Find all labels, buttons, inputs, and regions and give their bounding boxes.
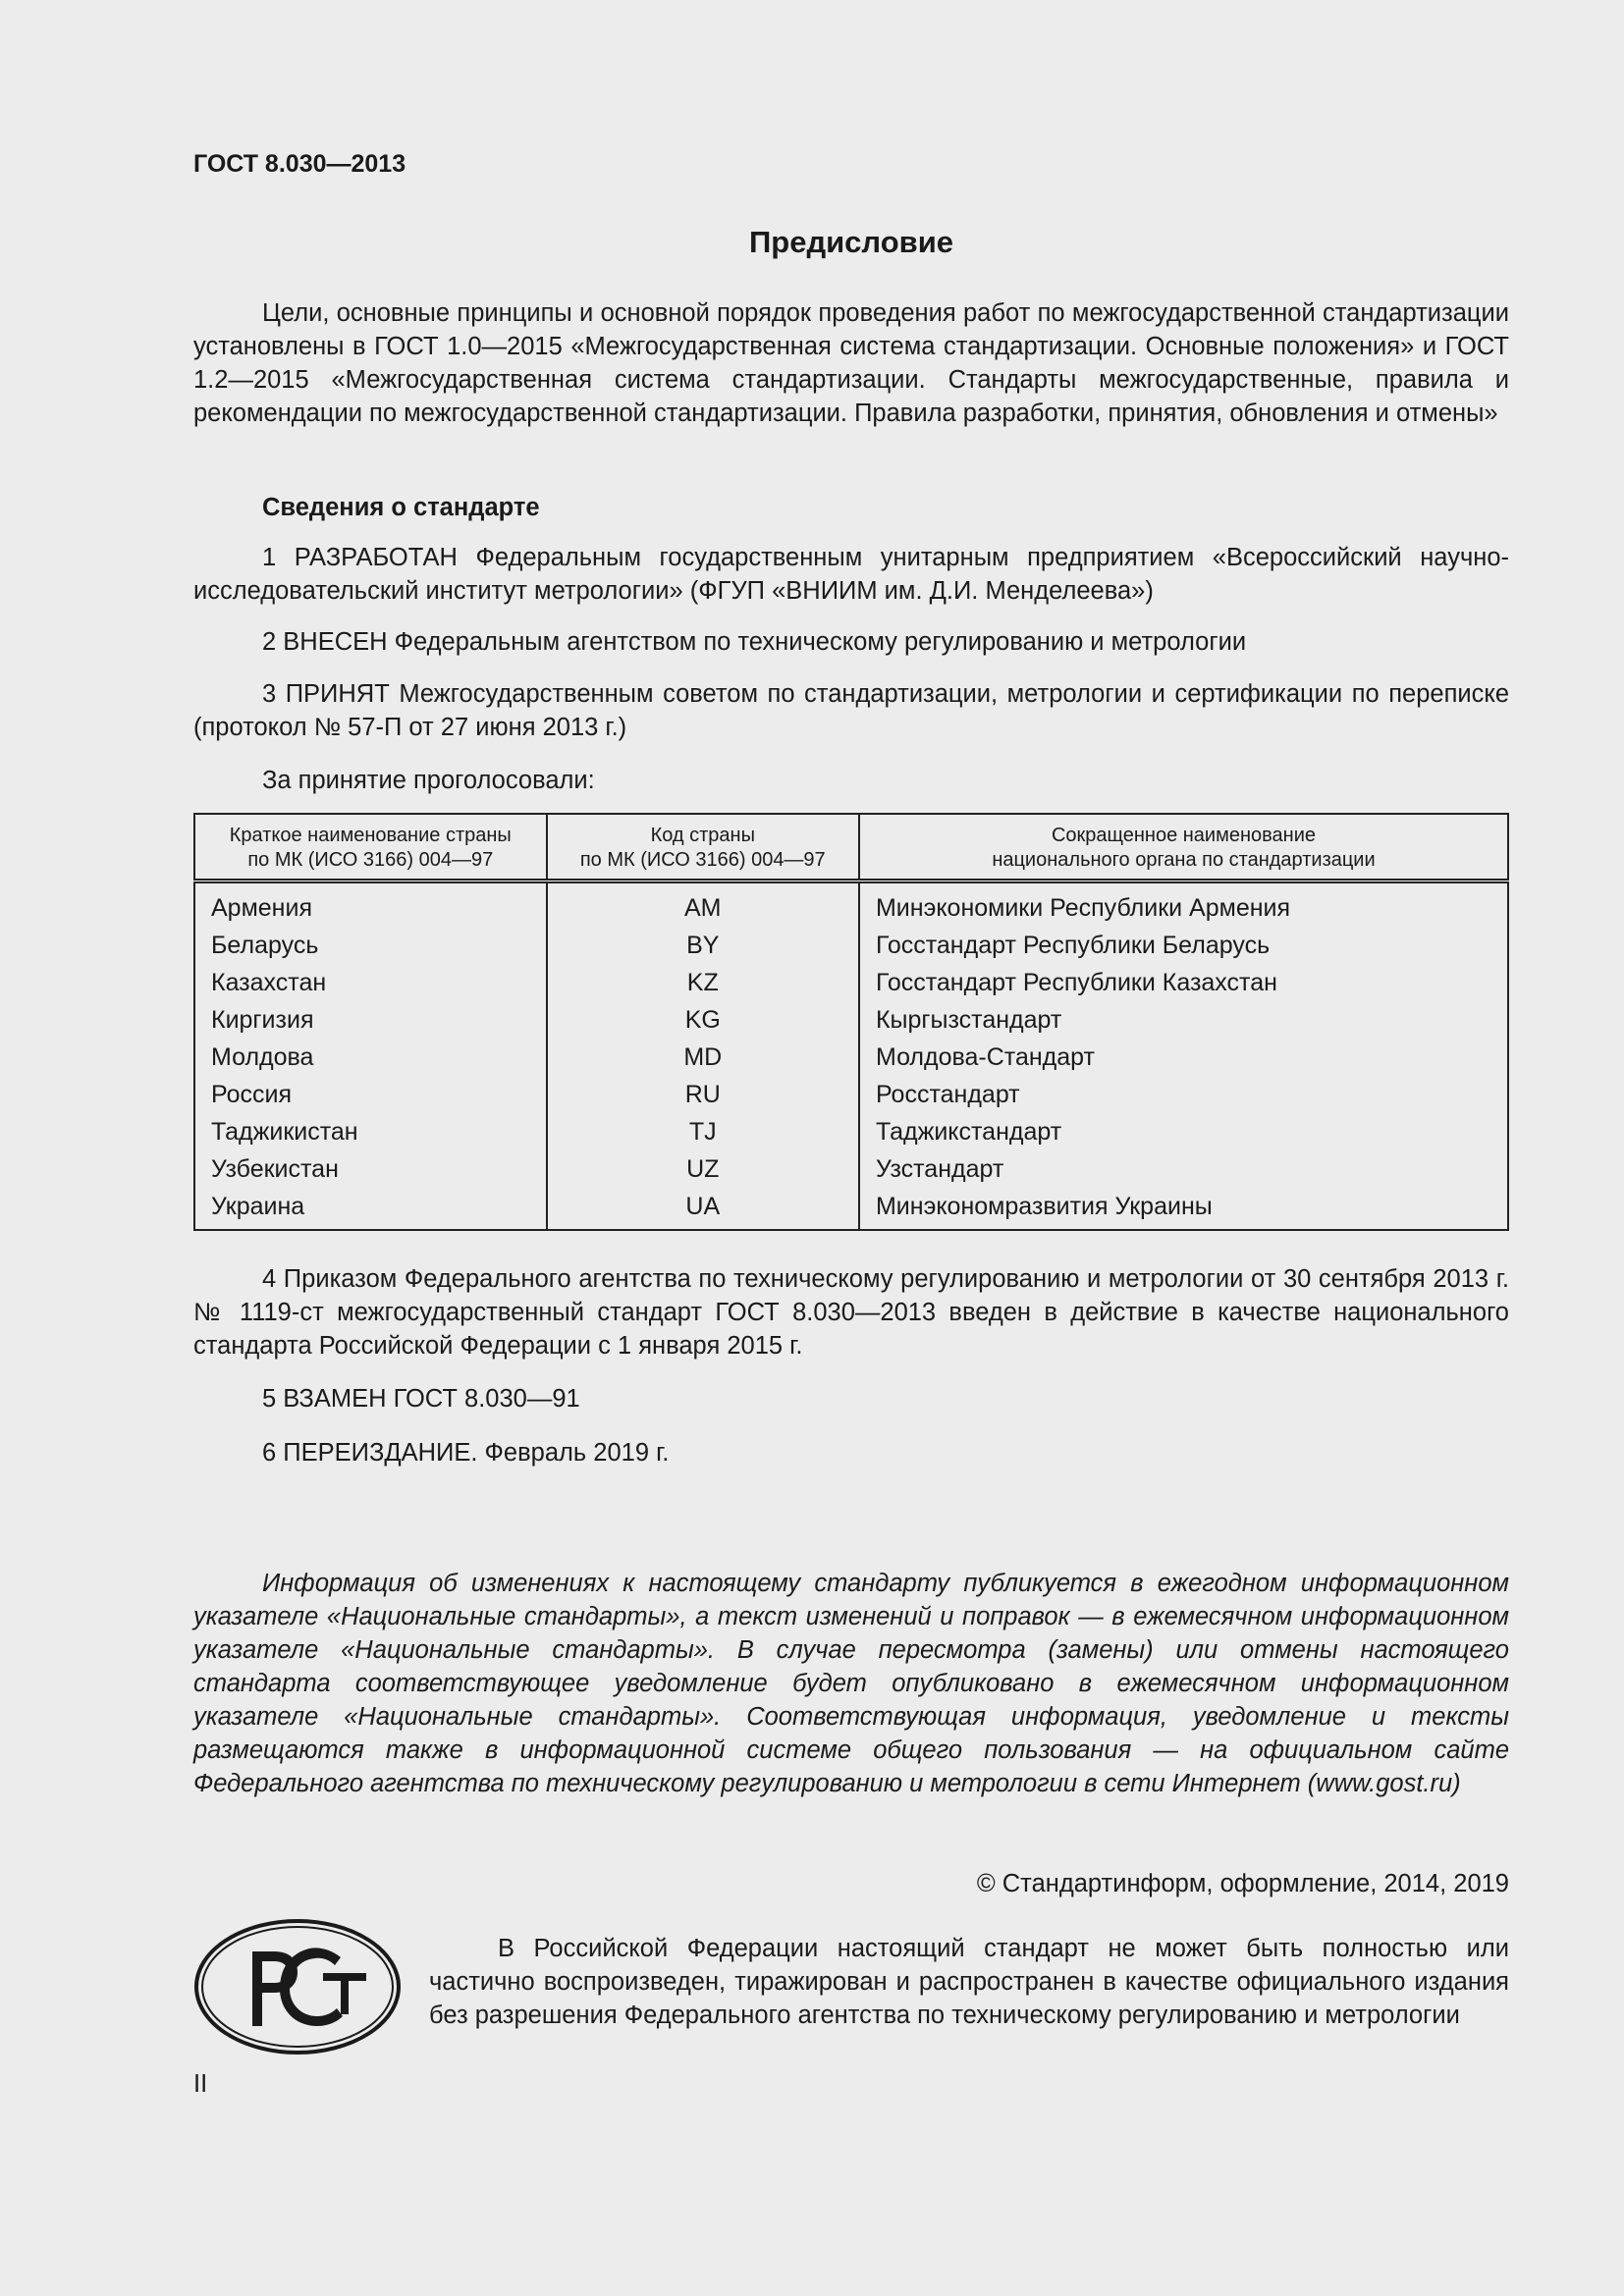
header-code-line1: Код страны xyxy=(650,825,755,846)
member-table-wrapper xyxy=(193,813,1509,1231)
cell-body: Росстандарт xyxy=(859,1076,1508,1113)
header-country-line2: по МК (ИСО 3166) 004—97 xyxy=(247,849,494,871)
table-row xyxy=(194,927,1508,964)
header-body xyxy=(859,814,1508,881)
table-row xyxy=(194,1076,1508,1113)
intro-paragraph: Цели, основные принципы и основной порядок проведения работ по межгосударственной стандартизации установлены в ГОСТ 1.0—2015 «Межгосударственная система стандартизации. Основные положения» и ГОСТ 1.2—2015 «Межгосударственная система стандартизации. Стандарты межгосударственные, правила и рекомендации по межгосударственной стандартизации. Правила разработки, принятия, обновления и отмены» xyxy=(193,299,1509,427)
cell-body: Молдова-Стандарт xyxy=(859,1039,1508,1076)
page-number: II xyxy=(193,2070,208,2098)
item-adopted: 3 ПРИНЯТ Межгосударственным советом по стандартизации, метрологии и сертификации по переписке (протокол № 57-П от 27 июня 2013 г.) xyxy=(193,680,1509,741)
rst-logo-icon xyxy=(193,1918,402,2056)
table-row xyxy=(194,1188,1508,1230)
item-reissue: 6 ПЕРЕИЗДАНИЕ. Февраль 2019 г. xyxy=(262,1439,670,1467)
cell-code: RU xyxy=(547,1076,859,1113)
cell-country: Киргизия xyxy=(194,1001,547,1039)
table-row xyxy=(194,1001,1508,1039)
cell-country: Украина xyxy=(194,1188,547,1230)
header-code xyxy=(547,814,859,881)
reproduction-notice: В Российской Федерации настоящий стандарт не может быть полностью или частично воспроизведен, тиражирован и распространен в качестве официального издания без разрешения Федерального агентства по техническому регулированию и метрологии xyxy=(429,1935,1509,2029)
info-heading: Сведения о стандарте xyxy=(262,494,540,521)
cell-code: MD xyxy=(547,1039,859,1076)
cell-body: Госстандарт Республики Казахстан xyxy=(859,964,1508,1001)
item-replaces: 5 ВЗАМЕН ГОСТ 8.030—91 xyxy=(262,1385,580,1413)
cell-body: Госстандарт Республики Беларусь xyxy=(859,927,1508,964)
cell-country: Казахстан xyxy=(194,964,547,1001)
member-countries-table xyxy=(193,813,1509,1231)
cell-code: BY xyxy=(547,927,859,964)
vote-label: За принятие проголосовали: xyxy=(262,767,595,794)
table-row xyxy=(194,964,1508,1001)
document-id: ГОСТ 8.030—2013 xyxy=(193,150,406,178)
cell-country: Узбекистан xyxy=(194,1150,547,1188)
header-country xyxy=(194,814,547,881)
cell-country: Россия xyxy=(194,1076,547,1113)
cell-country: Молдова xyxy=(194,1039,547,1076)
header-code-line2: по МК (ИСО 3166) 004—97 xyxy=(579,849,826,871)
cell-code: KZ xyxy=(547,964,859,1001)
change-info-paragraph: Информация об изменениях к настоящему стандарту публикуется в ежегодном информационном указателе «Национальные стандарты», а текст изменений и поправок — в ежемесячном информационном указателе «Национальные стандарты». В случае пересмотра (замены) или отмены настоящего стандарта соответствующее уведомление будет опубликовано в ежемесячном информационном указателе «Национальные стандарты». Соответствующая информация, уведомление и тексты размещаются также в информационной системе общего пользования — на официальном сайте Федерального агентства по техническому регулированию и метрологии в сети Интернет (www.gost.ru) xyxy=(193,1570,1509,1797)
cell-body: Минэкономики Республики Армения xyxy=(859,881,1508,928)
header-country-line1: Краткое наименование страны xyxy=(229,825,512,846)
table-header-row xyxy=(194,814,1508,881)
page-title: Предисловие xyxy=(748,225,953,259)
cell-country: Таджикистан xyxy=(194,1113,547,1150)
item-introduced: 2 ВНЕСЕН Федеральным агентством по техническому регулированию и метрологии xyxy=(262,628,1247,656)
cell-code: UA xyxy=(547,1188,859,1230)
item-developed: 1 РАЗРАБОТАН Федеральным государственным унитарным предприятием «Всероссийский научно-исследовательский институт метрологии» (ФГУП «ВНИИМ им. Д.И. Менделеева») xyxy=(193,544,1509,605)
item-order: 4 Приказом Федерального агентства по техническому регулированию и метрологии от 30 сентября 2013 г. № 1119-ст межгосударственный стандарт ГОСТ 8.030—2013 введен в действие в качестве национального стандарта Российской Федерации с 1 января 2015 г. xyxy=(193,1265,1509,1360)
table-row xyxy=(194,1150,1508,1188)
cell-code: KG xyxy=(547,1001,859,1039)
cell-body: Узстандарт xyxy=(859,1150,1508,1188)
cell-body: Кыргызстандарт xyxy=(859,1001,1508,1039)
copyright-line: © Стандартинформ, оформление, 2014, 2019 xyxy=(976,1870,1509,1897)
header-body-line1: Сокращенное наименование xyxy=(1051,825,1317,846)
table-row xyxy=(194,1039,1508,1076)
table-row xyxy=(194,1113,1508,1150)
cell-code: TJ xyxy=(547,1113,859,1150)
cell-country: Беларусь xyxy=(194,927,547,964)
header-body-line2: национального органа по стандартизации xyxy=(992,849,1376,871)
cell-code: UZ xyxy=(547,1150,859,1188)
cell-country: Армения xyxy=(194,881,547,928)
table-row xyxy=(194,881,1508,928)
cell-code: AM xyxy=(547,881,859,928)
cell-body: Таджикстандарт xyxy=(859,1113,1508,1150)
cell-body: Минэкономразвития Украины xyxy=(859,1188,1508,1230)
